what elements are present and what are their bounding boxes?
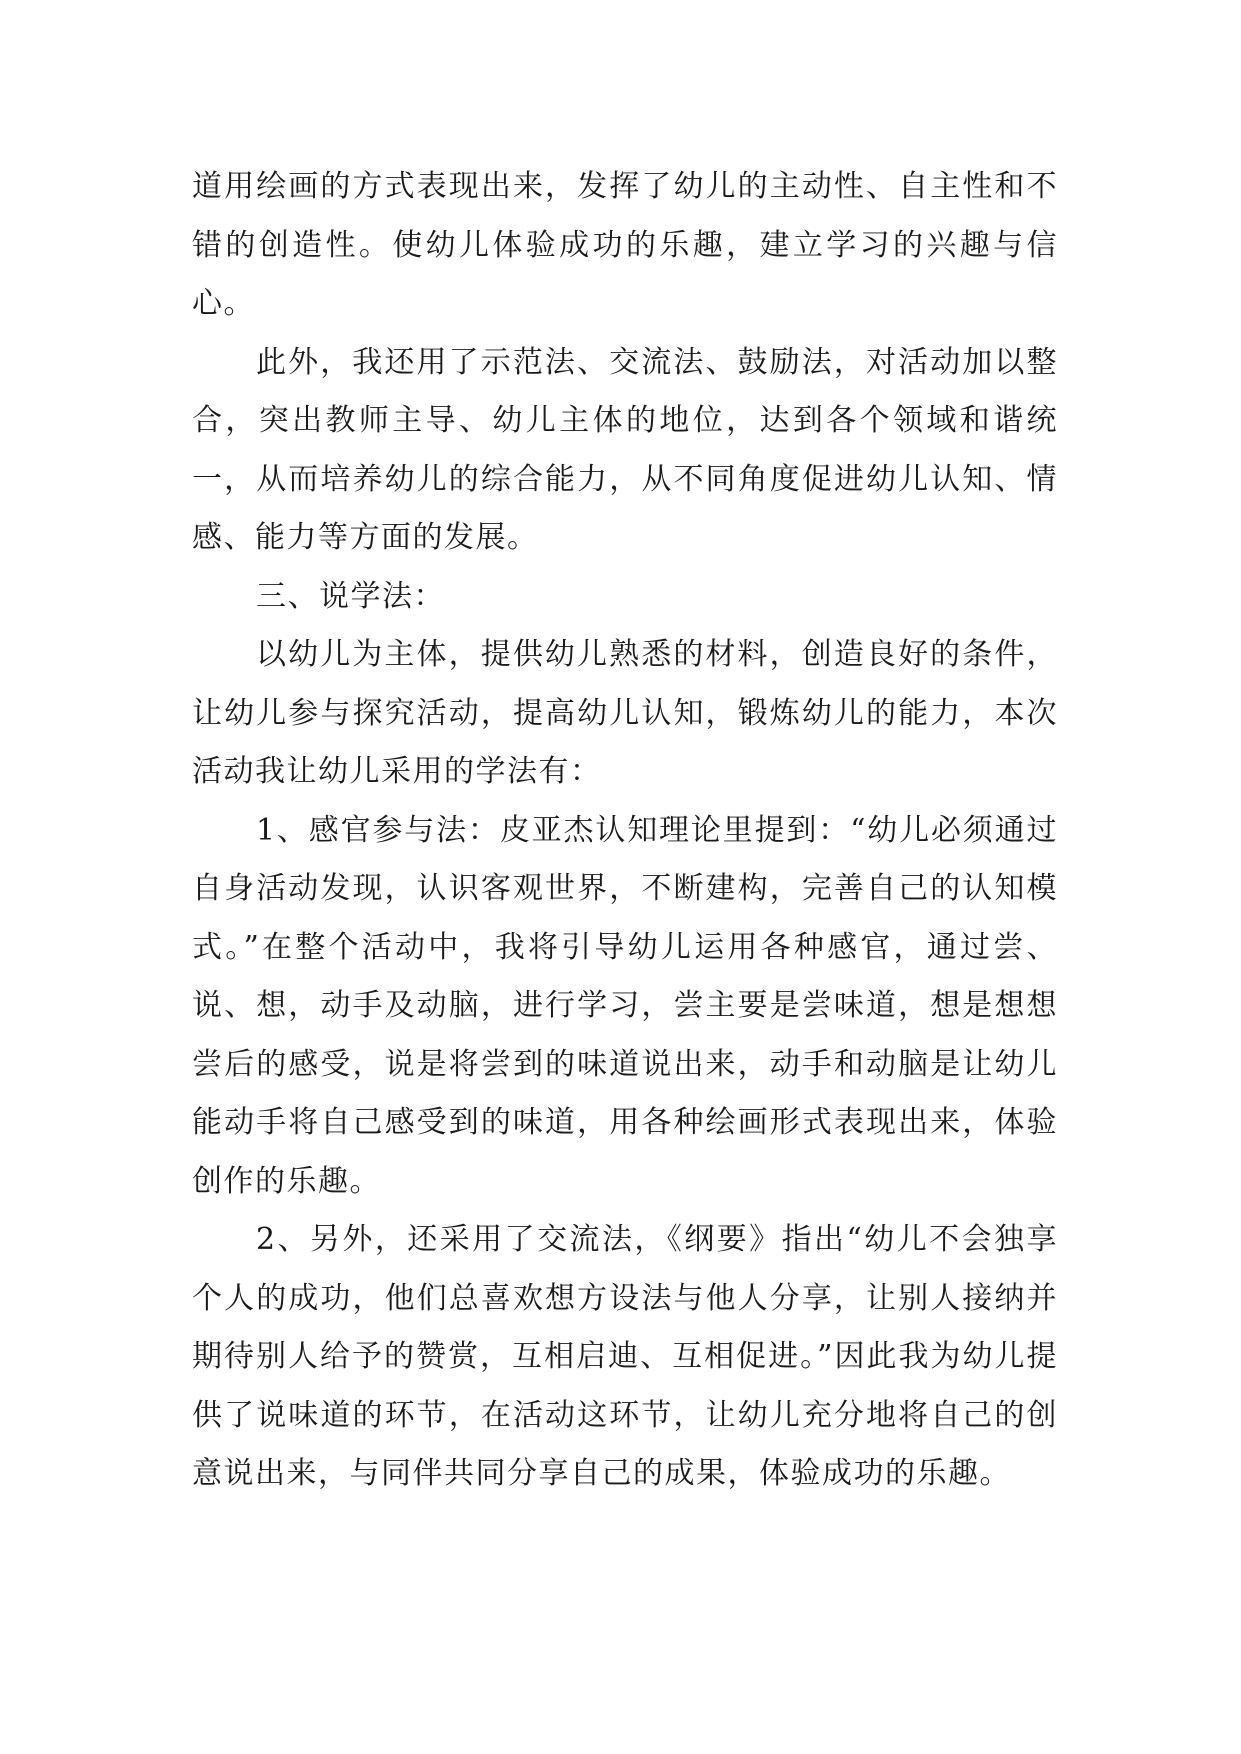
paragraph-continuation: 道用绘画的方式表现出来，发挥了幼儿的主动性、自主性和不错的创造性。使幼儿体验成功的乐趣，建立学习的兴趣与信心。 [192,169,1058,321]
paragraph-sensory-method: 1、感官参与法：皮亚杰认知理论里提到：“幼儿必须通过自身活动发现，认识客观世界，不断建构，完善自己的认知模式。”在整个活动中，我将引导幼儿运用各种感官，通过尝、说、想，动手及动脑，进行学习，尝主要是尝味道，想是想想尝后的感受，说是将尝到的味道说出来，动手和动脑是让幼儿能动手将自己感受到的味道，用各种绘画形式表现出来，体验创作的乐趣。 [192,812,1058,1199]
paragraph-exchange-method: 2、另外，还采用了交流法，《纲要》指出“幼儿不会独享个人的成功，他们总喜欢想方设法与他人分享，让别人接纳并期待别人给予的赞赏，互相启迪、互相促进。”因此我为幼儿提供了说味道的环节，在活动这环节，让幼儿充分地将自己的创意说出来，与同伴共同分享自己的成果，体验成功的乐趣。 [192,1222,1058,1491]
paragraph-learning-intro: 以幼儿为主体，提供幼儿熟悉的材料，创造良好的条件，让幼儿参与探究活动，提高幼儿认知，锻炼幼儿的能力，本次活动我让幼儿采用的学法有： [192,637,1058,789]
section-heading-learning-methods: 三、说学法： [256,578,445,614]
document-body [192,158,1058,1504]
paragraph-teaching-methods: 此外，我还用了示范法、交流法、鼓励法，对活动加以整合，突出教师主导、幼儿主体的地位，达到各个领域和谐统一，从而培养幼儿的综合能力，从不同角度促进幼儿认知、情感、能力等方面的发展。 [192,344,1058,555]
